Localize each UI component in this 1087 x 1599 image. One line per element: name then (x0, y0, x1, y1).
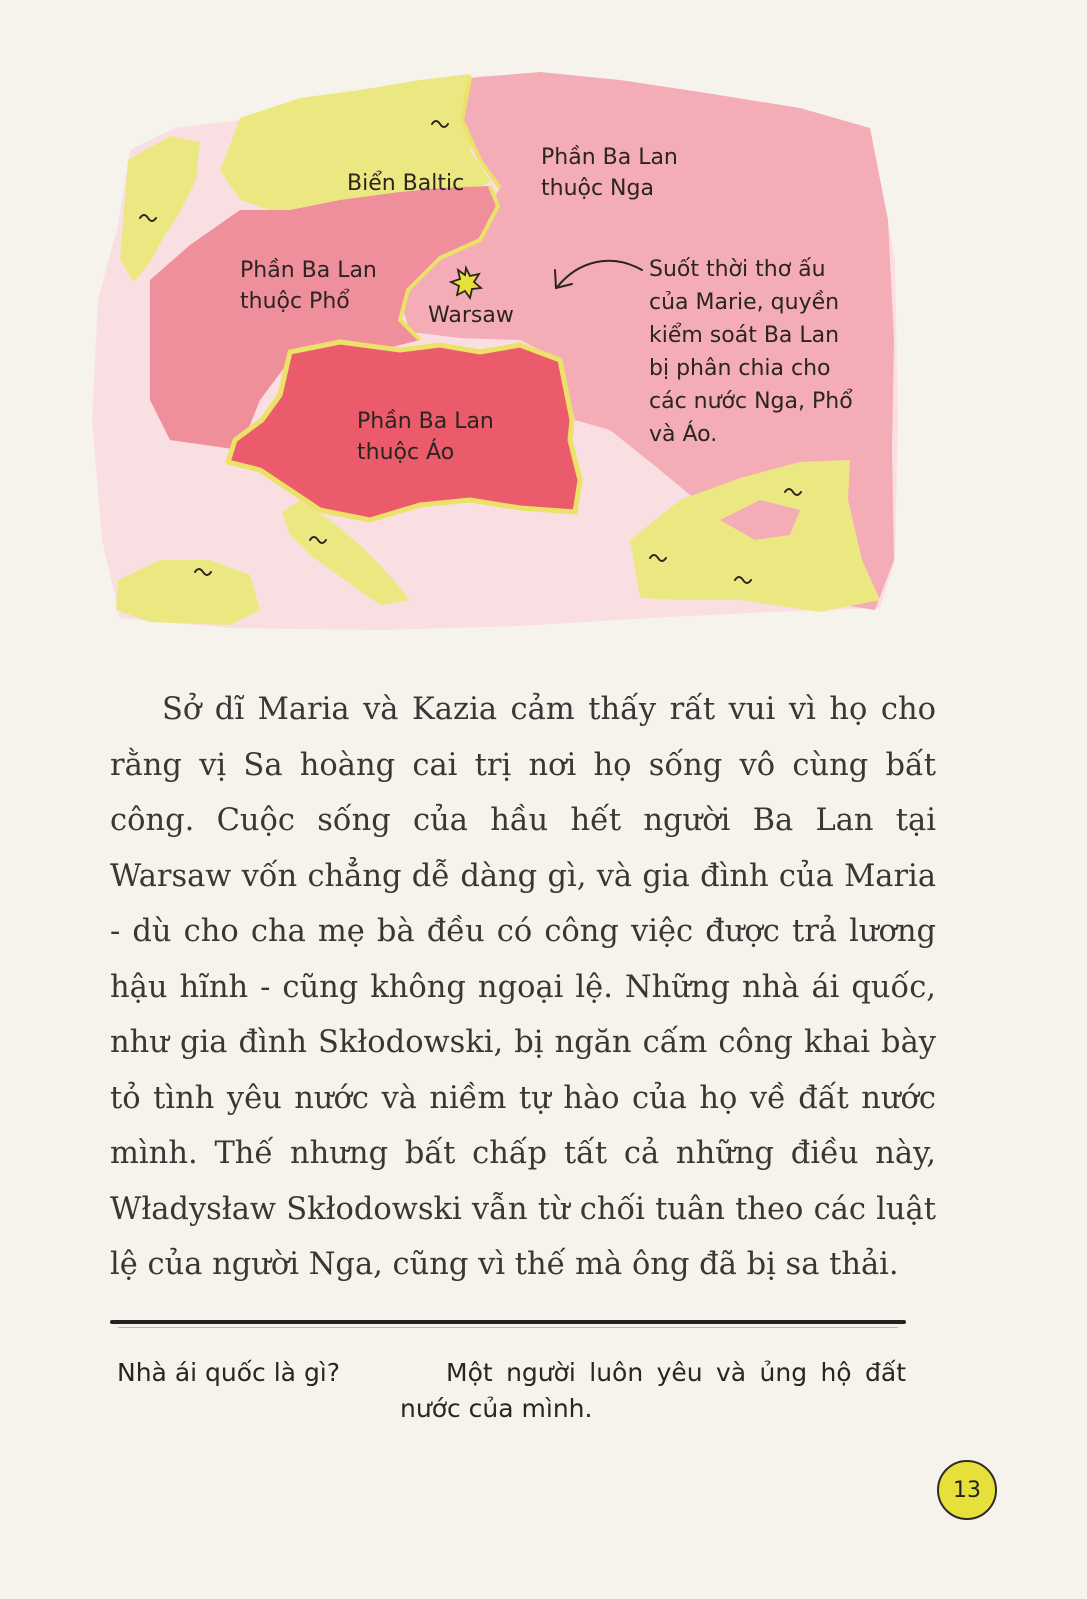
partition-map (0, 0, 1087, 660)
label-austrian-poland: Phần Ba Lan thuộc Áo (357, 409, 494, 465)
glossary-divider (110, 1320, 906, 1324)
label-baltic-sea: Biển Baltic (347, 171, 465, 196)
map-annotation-note: Suốt thời thơ ấu của Marie, quyền kiểm soát Ba Lan bị phân chia cho các nước Nga, Phổ và Áo. (649, 257, 853, 447)
glossary-definition: Một người luôn yêu và ủng hộ đất nước của mình. (400, 1358, 906, 1423)
page-number: 13 (937, 1460, 997, 1520)
glossary-divider-shadow (118, 1327, 898, 1328)
label-russian-poland: Phần Ba Lan thuộc Nga (541, 145, 678, 201)
glossary-term: Nhà ái quốc là gì? (117, 1358, 341, 1387)
label-prussian-poland: Phần Ba Lan thuộc Phổ (240, 258, 377, 314)
label-warsaw: Warsaw (428, 303, 514, 328)
body-paragraph: Sở dĩ Maria và Kazia cảm thấy rất vui vì họ cho rằng vị Sa hoàng cai trị nơi họ sống vô cùng bất công. Cuộc sống của hầu hết người Ba Lan tại Warsaw vốn chẳng dễ dàng gì, và gia đình của Maria - dù cho cha mẹ bà đều có công việc được trả lương hậu hĩnh - cũng không ngoại lệ. Những nhà ái quốc, như gia đình Skłodowski, bị ngăn cấm công khai bày tỏ tình yêu nước và niềm tự hào của họ về đất nước mình. Thế nhưng bất chấp tất cả những điều này, Władysław Skłodowski vẫn từ chối tuân theo các luật lệ của người Nga, cũng vì thế mà ông đã bị sa thải. (110, 692, 936, 1282)
